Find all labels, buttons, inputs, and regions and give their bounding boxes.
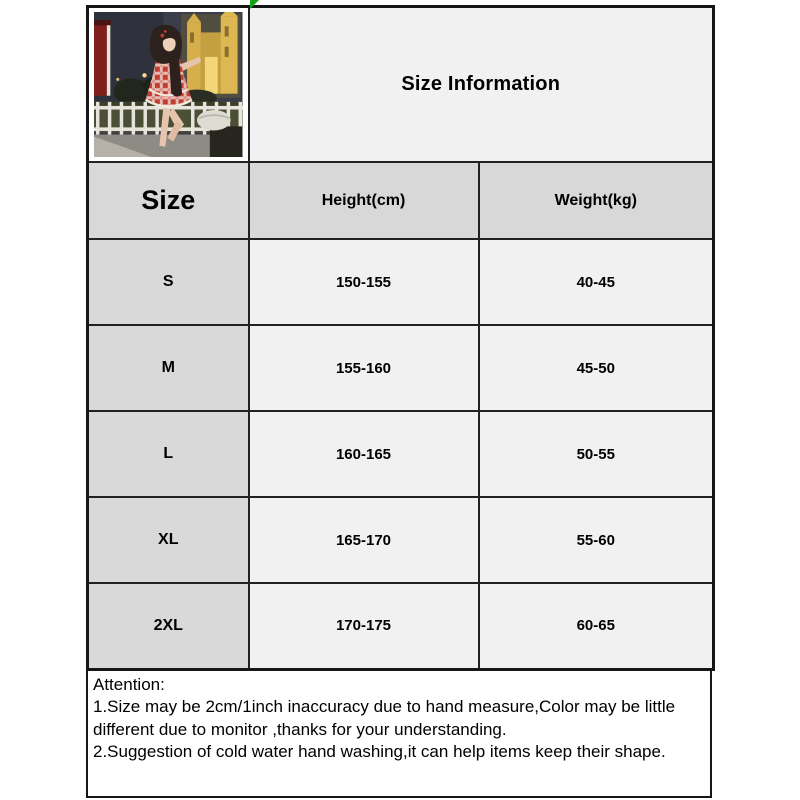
cell-corner-marker <box>250 0 259 9</box>
size-chart-table <box>86 5 715 671</box>
table-header-row <box>88 162 714 239</box>
height-value: 165-170 <box>249 497 479 583</box>
weight-value: 45-50 <box>479 325 714 411</box>
product-photo-cell <box>88 7 249 163</box>
table-row-2xl <box>88 583 714 669</box>
height-column-header: Height(cm) <box>249 162 479 239</box>
height-value: 170-175 <box>249 583 479 669</box>
product-photo <box>94 12 243 157</box>
weight-value: 50-55 <box>479 411 714 497</box>
size-label: XL <box>88 497 249 583</box>
attention-note <box>86 669 712 798</box>
size-label: L <box>88 411 249 497</box>
photo-title-row <box>88 7 714 163</box>
size-information-title: Size Information <box>249 7 714 163</box>
weight-value: 55-60 <box>479 497 714 583</box>
size-column-header: Size <box>88 162 249 239</box>
height-value: 160-165 <box>249 411 479 497</box>
size-label: M <box>88 325 249 411</box>
attention-item-2: 2.Suggestion of cold water hand washing,it can help items keep their shape. <box>93 742 666 762</box>
table-row-xl <box>88 497 714 583</box>
weight-value: 40-45 <box>479 239 714 325</box>
table-row-s <box>88 239 714 325</box>
height-value: 155-160 <box>249 325 479 411</box>
size-label: 2XL <box>88 583 249 669</box>
table-row-l <box>88 411 714 497</box>
size-label: S <box>88 239 249 325</box>
height-value: 150-155 <box>249 239 479 325</box>
weight-column-header: Weight(kg) <box>479 162 714 239</box>
attention-item-1: 1.Size may be 2cm/1inch inaccuracy due to hand measure,Color may be little different due to monitor ,thanks for your understanding. <box>93 697 676 739</box>
table-row-m <box>88 325 714 411</box>
attention-title: Attention: <box>93 675 165 694</box>
weight-value: 60-65 <box>479 583 714 669</box>
